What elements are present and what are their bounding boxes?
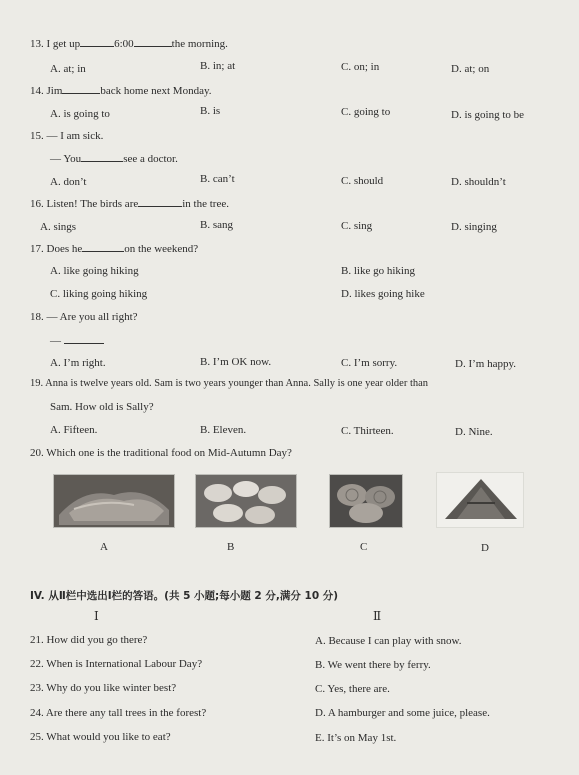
match-left-22: 22. When is International Labour Day? xyxy=(30,658,203,670)
q14-option-b: B. is xyxy=(200,105,221,117)
dumplings-photo-icon xyxy=(54,475,174,527)
q15-option-d: D. shouldn’t xyxy=(451,176,506,188)
q18-option-c: C. I’m sorry. xyxy=(341,357,398,369)
match-right-a: A. Because I can play with snow. xyxy=(315,635,462,647)
q19-option-a: A. Fifteen. xyxy=(50,424,98,436)
q17-option-b: B. like go hiking xyxy=(341,265,415,277)
food-image-a xyxy=(53,474,175,528)
q16-option-d: D. singing xyxy=(451,221,497,233)
q18-option-a: A. I’m right. xyxy=(50,357,106,369)
food-label-d: D xyxy=(481,542,489,554)
match-right-e: E. It’s on May 1st. xyxy=(315,732,397,744)
food-label-a: A xyxy=(100,541,108,553)
q18-stem: 18. — Are you all right? xyxy=(30,311,138,323)
zongzi-photo-icon xyxy=(437,473,523,527)
match-right-c: C. Yes, there are. xyxy=(315,683,390,695)
q19-option-c: C. Thirteen. xyxy=(341,425,394,437)
food-label-b: B xyxy=(227,541,235,553)
q18-option-b: B. I’m OK now. xyxy=(200,356,272,368)
match-left-23: 23. Why do you like winter best? xyxy=(30,682,177,694)
q16-option-a: A. sings xyxy=(40,221,77,233)
match-left-21: 21. How did you go there? xyxy=(30,634,148,646)
q13-option-b: B. in; at xyxy=(200,60,236,72)
q17-option-d: D. likes going hike xyxy=(341,288,425,300)
match-left-25: 25. What would you like to eat? xyxy=(30,731,171,743)
match-right-b: B. We went there by ferry. xyxy=(315,659,431,671)
column-1-header: Ⅰ xyxy=(94,609,99,623)
mooncake-photo-icon xyxy=(330,475,402,527)
jiaozi-photo-icon xyxy=(196,475,296,527)
food-image-d xyxy=(436,472,524,528)
q19-stem-line2: Sam. How old is Sally? xyxy=(50,401,154,413)
q15-option-b: B. can’t xyxy=(200,173,235,185)
q20-stem: 20. Which one is the traditional food on Mid-Autumn Day? xyxy=(30,447,292,459)
section-4-title: IV. 从Ⅱ栏中选出Ⅰ栏的答语。(共 5 小题;每小题 2 分,满分 10 分) xyxy=(30,590,339,602)
q13-option-a: A. at; in xyxy=(50,63,86,75)
q18-response: — xyxy=(50,333,104,348)
q14-stem: 14. Jim back home next Monday. xyxy=(30,85,212,97)
q15-option-a: A. don’t xyxy=(50,176,87,188)
q14-option-d: D. is going to be xyxy=(451,109,525,121)
q15-response: — You see a doctor. xyxy=(50,153,178,165)
q19-option-d: D. Nine. xyxy=(455,426,493,438)
q17-option-c: C. liking going hiking xyxy=(50,288,148,300)
q17-option-a: A. like going hiking xyxy=(50,265,139,277)
q13-stem: 13. I get up 6:00 the morning. xyxy=(30,38,228,50)
q19-option-b: B. Eleven. xyxy=(200,424,247,436)
q14-option-c: C. going to xyxy=(341,106,391,118)
q13-option-d: D. at; on xyxy=(451,63,490,75)
q15-option-c: C. should xyxy=(341,175,384,187)
q13-option-c: C. on; in xyxy=(341,61,380,73)
food-image-c xyxy=(329,474,403,528)
q17-stem: 17. Does he on the weekend? xyxy=(30,243,199,255)
q14-option-a: A. is going to xyxy=(50,108,110,120)
q19-stem-line1: 19. Anna is twelve years old. Sam is two years younger than Anna. Sally is one year older than xyxy=(30,378,429,389)
food-label-c: C xyxy=(360,541,368,553)
q16-stem: 16. Listen! The birds are in the tree. xyxy=(30,198,229,210)
match-right-d: D. A hamburger and some juice, please. xyxy=(315,707,490,719)
food-image-b xyxy=(195,474,297,528)
match-left-24: 24. Are there any tall trees in the forest? xyxy=(30,707,207,719)
q16-option-c: C. sing xyxy=(341,220,373,232)
q18-option-d: D. I’m happy. xyxy=(455,358,516,370)
q16-option-b: B. sang xyxy=(200,219,233,231)
column-2-header: Ⅱ xyxy=(373,609,382,623)
q15-stem: 15. — I am sick. xyxy=(30,130,104,142)
